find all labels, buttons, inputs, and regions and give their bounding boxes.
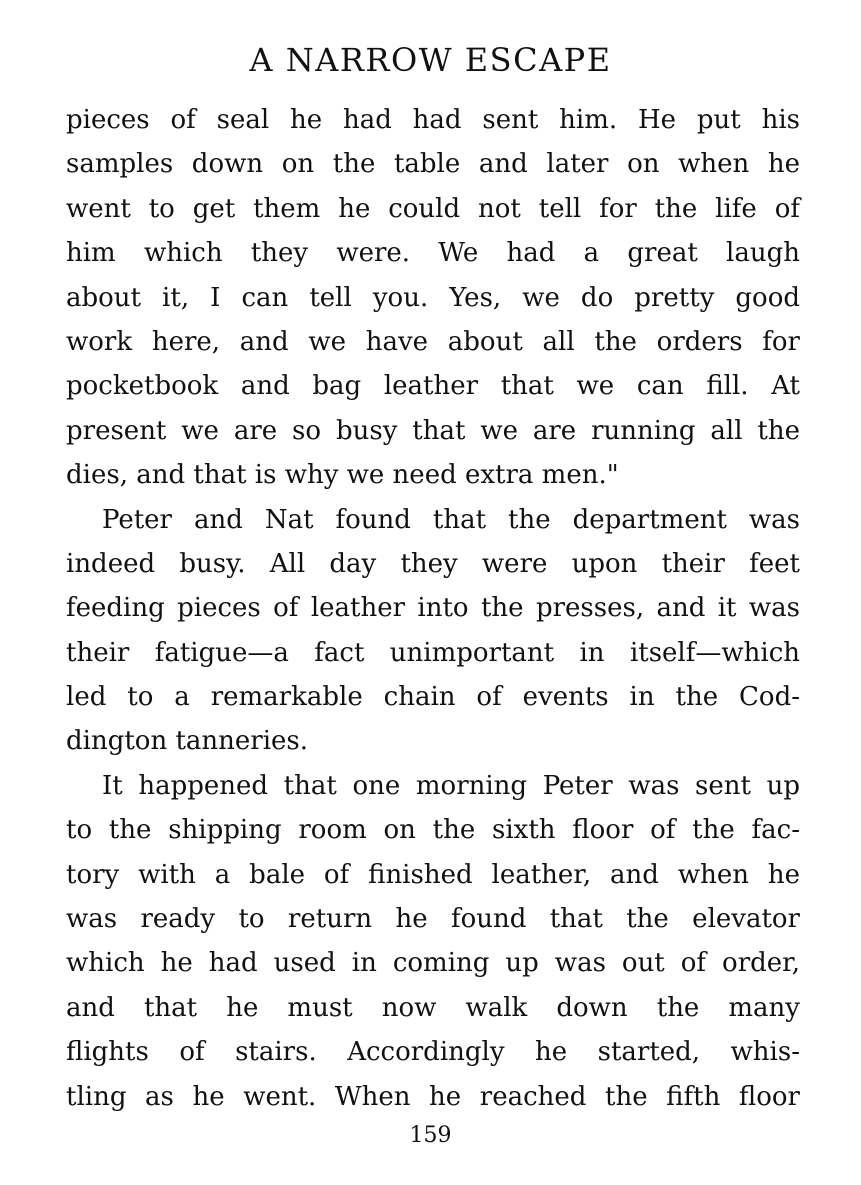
text-line: tling as he went. When he reached the fifth floor [66, 1081, 800, 1112]
text-line: Peter and Nat found that the department was [102, 504, 800, 535]
text-line: their fatigue—a fact unimportant in itself—which [66, 637, 800, 668]
text-line: indeed busy. All day they were upon their feet [66, 548, 800, 579]
text-line: pocketbook and bag leather that we can fill. At [66, 371, 800, 402]
text-line: dington tanneries. [66, 726, 309, 757]
text-line: and that he must now walk down the many [66, 992, 800, 1023]
text-line: work here, and we have about all the orders for [66, 326, 800, 357]
text-line: dies, and that is why we need extra men." [66, 460, 619, 491]
text-line: present we are so busy that we are running all the [66, 415, 800, 446]
running-head: A NARROW ESCAPE [249, 41, 612, 79]
text-line: feeding pieces of leather into the presses, and it was [66, 593, 800, 624]
page-number: 159 [409, 1123, 452, 1148]
text-line: It happened that one morning Peter was sent up [102, 770, 800, 801]
text-line: flights of stairs. Accordingly he started, whis- [66, 1037, 800, 1068]
text-line: tory with a bale of finished leather, and when he [66, 859, 800, 890]
body-text [66, 98, 800, 1119]
text-line: was ready to return he found that the elevator [66, 904, 800, 935]
text-line: him which they were. We had a great laugh [66, 238, 800, 269]
text-line: led to a remarkable chain of events in the Cod- [66, 682, 800, 713]
text-line: which he had used in coming up was out of order, [66, 948, 800, 979]
text-line: pieces of seal he had had sent him. He put his [66, 105, 800, 135]
text-line: went to get them he could not tell for the life of [66, 193, 800, 224]
text-line: about it, I can tell you. Yes, we do pretty good [66, 282, 800, 313]
text-line: to the shipping room on the sixth floor of the fac- [66, 815, 800, 846]
text-line: samples down on the table and later on when he [66, 149, 800, 180]
